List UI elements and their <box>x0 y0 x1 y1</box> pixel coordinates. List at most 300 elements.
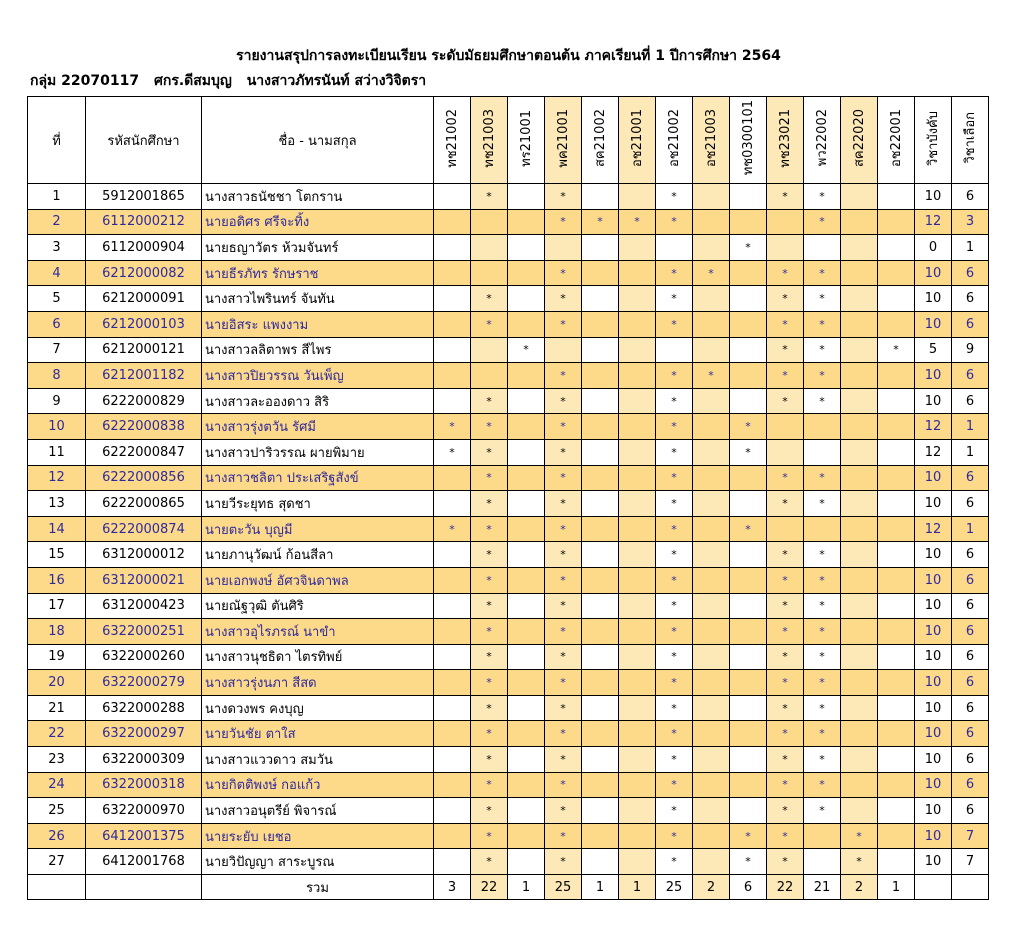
subject-mark <box>434 567 471 593</box>
subject-mark <box>619 593 656 619</box>
row-number: 16 <box>28 567 86 593</box>
subject-mark <box>730 670 767 696</box>
subject-mark <box>619 721 656 747</box>
subject-mark <box>434 465 471 491</box>
subject-mark <box>878 465 915 491</box>
subject-mark: * <box>656 619 693 645</box>
subject-mark: * <box>656 465 693 491</box>
row-number: 14 <box>28 516 86 542</box>
subject-mark <box>619 184 656 210</box>
required-count: 10 <box>915 286 952 312</box>
subject-mark <box>434 798 471 824</box>
subject-mark <box>804 849 841 875</box>
header-student-id: รหัสนักศึกษา <box>86 97 202 184</box>
student-name: นางสาวแววดาว สมวัน <box>202 747 434 773</box>
elective-count: 6 <box>952 593 989 619</box>
subject-mark <box>619 670 656 696</box>
row-number: 18 <box>28 619 86 645</box>
subject-total: 1 <box>582 875 619 900</box>
subject-mark <box>619 567 656 593</box>
subject-mark <box>434 286 471 312</box>
table-row <box>28 567 989 593</box>
subject-total: 6 <box>730 875 767 900</box>
student-id: 6322000279 <box>86 670 202 696</box>
subject-mark <box>730 542 767 568</box>
student-id: 6222000829 <box>86 388 202 414</box>
subject-mark <box>434 747 471 773</box>
subject-total: 2 <box>841 875 878 900</box>
row-number: 25 <box>28 798 86 824</box>
subject-mark: * <box>471 465 508 491</box>
subject-mark <box>471 209 508 235</box>
subject-mark <box>878 388 915 414</box>
subject-mark <box>878 695 915 721</box>
subject-mark: * <box>656 542 693 568</box>
elective-count: 7 <box>952 823 989 849</box>
subject-mark <box>508 849 545 875</box>
subject-mark: * <box>656 286 693 312</box>
table-row <box>28 235 989 261</box>
subject-mark <box>582 491 619 517</box>
subject-mark: * <box>545 695 582 721</box>
required-count: 10 <box>915 670 952 696</box>
subject-mark <box>434 823 471 849</box>
subject-mark <box>582 465 619 491</box>
student-id: 6212000121 <box>86 337 202 363</box>
subject-mark <box>508 823 545 849</box>
subject-mark: * <box>656 849 693 875</box>
subject-mark: * <box>767 772 804 798</box>
header-subject: ทช23021 <box>767 97 804 184</box>
subject-mark <box>619 798 656 824</box>
student-id: 6412001768 <box>86 849 202 875</box>
student-name: นางสาวอนุตรีย์ พิจารณ์ <box>202 798 434 824</box>
subject-mark <box>434 337 471 363</box>
subject-mark <box>619 260 656 286</box>
subject-mark: * <box>656 388 693 414</box>
subject-mark <box>841 363 878 389</box>
required-count: 10 <box>915 388 952 414</box>
subject-mark <box>878 849 915 875</box>
subject-mark <box>841 670 878 696</box>
subject-mark <box>508 721 545 747</box>
subject-mark: * <box>471 670 508 696</box>
required-count: 12 <box>915 516 952 542</box>
table-body <box>28 184 989 875</box>
subject-mark <box>619 311 656 337</box>
subject-mark <box>434 670 471 696</box>
subject-mark: * <box>767 823 804 849</box>
subject-mark: * <box>656 747 693 773</box>
student-id: 6322000297 <box>86 721 202 747</box>
subject-mark <box>841 772 878 798</box>
subject-mark: * <box>656 414 693 440</box>
subject-mark <box>434 772 471 798</box>
subject-mark <box>878 286 915 312</box>
subject-mark <box>878 439 915 465</box>
table-row <box>28 619 989 645</box>
header-no: ที่ <box>28 97 86 184</box>
subject-mark <box>508 747 545 773</box>
header-subject: อช21001 <box>619 97 656 184</box>
elective-count: 6 <box>952 619 989 645</box>
subject-mark: * <box>656 516 693 542</box>
subject-mark <box>508 798 545 824</box>
subject-mark <box>619 695 656 721</box>
subject-mark: * <box>545 388 582 414</box>
subject-mark: * <box>545 747 582 773</box>
teacher-name: นางสาวภัทรนันท์ สว่างวิจิตรา <box>246 73 427 89</box>
required-count: 10 <box>915 311 952 337</box>
subject-mark <box>619 235 656 261</box>
student-name: นายตะวัน บุญมี <box>202 516 434 542</box>
table-row <box>28 388 989 414</box>
subject-mark <box>841 516 878 542</box>
subject-mark: * <box>471 644 508 670</box>
subject-mark <box>878 670 915 696</box>
subject-mark <box>693 465 730 491</box>
student-name: นางสาวรุ่งนภา สีสด <box>202 670 434 696</box>
subject-mark: * <box>471 695 508 721</box>
subject-mark <box>434 235 471 261</box>
required-count: 10 <box>915 823 952 849</box>
row-number: 11 <box>28 439 86 465</box>
subject-mark <box>434 644 471 670</box>
student-name: นายกิตติพงษ์ กอแก้ว <box>202 772 434 798</box>
subject-mark: * <box>804 567 841 593</box>
student-name: นางสาวธนัชชา โตกราน <box>202 184 434 210</box>
table-row <box>28 823 989 849</box>
subject-mark <box>693 337 730 363</box>
subject-mark <box>841 337 878 363</box>
subject-mark: * <box>767 695 804 721</box>
subject-mark: * <box>656 593 693 619</box>
student-name: นางสาวชลิตา ประเสริฐสังข์ <box>202 465 434 491</box>
subject-mark <box>508 439 545 465</box>
subject-mark: * <box>545 567 582 593</box>
subject-mark: * <box>656 798 693 824</box>
subject-mark <box>841 388 878 414</box>
student-id: 6322000318 <box>86 772 202 798</box>
subject-mark <box>619 823 656 849</box>
table-row <box>28 593 989 619</box>
subject-mark <box>693 849 730 875</box>
student-name: นายวีระยุทธ สุดชา <box>202 491 434 517</box>
table-row <box>28 260 989 286</box>
subject-mark: * <box>545 260 582 286</box>
subject-mark <box>508 542 545 568</box>
subject-mark <box>619 516 656 542</box>
subject-mark <box>508 260 545 286</box>
subject-mark <box>730 491 767 517</box>
subject-mark <box>878 311 915 337</box>
subject-mark <box>508 491 545 517</box>
subject-mark: * <box>804 798 841 824</box>
subject-mark <box>693 721 730 747</box>
required-count: 10 <box>915 849 952 875</box>
required-count: 10 <box>915 695 952 721</box>
subject-mark: * <box>767 465 804 491</box>
row-number: 7 <box>28 337 86 363</box>
subject-mark <box>693 235 730 261</box>
subject-mark: * <box>804 491 841 517</box>
subject-mark <box>582 439 619 465</box>
row-number: 8 <box>28 363 86 389</box>
subject-mark: * <box>471 184 508 210</box>
subject-mark: * <box>767 593 804 619</box>
subject-mark <box>841 747 878 773</box>
subject-mark: * <box>767 567 804 593</box>
subject-mark <box>841 235 878 261</box>
group-info <box>30 70 436 92</box>
required-count: 10 <box>915 184 952 210</box>
subject-total: 25 <box>656 875 693 900</box>
row-number: 5 <box>28 286 86 312</box>
subject-mark <box>434 491 471 517</box>
subject-mark <box>693 311 730 337</box>
subject-mark: * <box>656 670 693 696</box>
elective-count: 6 <box>952 772 989 798</box>
subject-mark <box>767 235 804 261</box>
subject-mark <box>471 363 508 389</box>
subject-mark <box>841 286 878 312</box>
subject-mark <box>508 209 545 235</box>
student-id: 6322000970 <box>86 798 202 824</box>
table-row <box>28 798 989 824</box>
subject-mark: * <box>545 593 582 619</box>
subject-mark: * <box>656 311 693 337</box>
subject-mark <box>878 823 915 849</box>
subject-mark: * <box>767 491 804 517</box>
subject-mark: * <box>804 209 841 235</box>
subject-mark: * <box>545 363 582 389</box>
table-row <box>28 491 989 517</box>
subject-mark: * <box>471 567 508 593</box>
student-name: นางสาวปิยวรรณ วันเพ็ญ <box>202 363 434 389</box>
subject-total: 1 <box>878 875 915 900</box>
subject-mark <box>730 260 767 286</box>
subject-mark <box>841 644 878 670</box>
subject-mark: * <box>656 721 693 747</box>
subject-mark <box>730 363 767 389</box>
subject-mark: * <box>804 644 841 670</box>
header-subject: ทร21001 <box>508 97 545 184</box>
student-id: 6412001375 <box>86 823 202 849</box>
header-row <box>28 97 989 184</box>
subject-mark <box>841 184 878 210</box>
elective-count: 6 <box>952 670 989 696</box>
subject-mark: * <box>767 849 804 875</box>
subject-mark <box>508 363 545 389</box>
elective-count: 6 <box>952 311 989 337</box>
subject-mark: * <box>471 849 508 875</box>
subject-mark: * <box>730 823 767 849</box>
subject-mark: * <box>545 823 582 849</box>
table-row <box>28 695 989 721</box>
elective-count: 9 <box>952 337 989 363</box>
subject-mark <box>434 619 471 645</box>
table-row <box>28 747 989 773</box>
elective-count: 6 <box>952 644 989 670</box>
subject-mark <box>582 542 619 568</box>
row-number: 15 <box>28 542 86 568</box>
elective-count: 6 <box>952 286 989 312</box>
student-id: 6212000103 <box>86 311 202 337</box>
subject-mark <box>619 491 656 517</box>
student-name: นายภานุวัฒน์ ก้อนสีลา <box>202 542 434 568</box>
subject-mark <box>508 695 545 721</box>
subject-mark: * <box>878 337 915 363</box>
subject-mark <box>693 695 730 721</box>
subject-mark <box>434 542 471 568</box>
elective-count: 6 <box>952 567 989 593</box>
subject-mark <box>582 516 619 542</box>
subject-mark: * <box>656 184 693 210</box>
subject-mark <box>508 388 545 414</box>
table-row <box>28 439 989 465</box>
subject-mark <box>804 823 841 849</box>
subject-mark: * <box>545 619 582 645</box>
subject-mark: * <box>804 184 841 210</box>
subject-mark: * <box>804 260 841 286</box>
subject-mark <box>582 670 619 696</box>
subject-mark: * <box>804 593 841 619</box>
subject-mark <box>508 670 545 696</box>
header-subject: สค22020 <box>841 97 878 184</box>
subject-mark <box>619 286 656 312</box>
elective-count: 6 <box>952 491 989 517</box>
subject-mark: * <box>545 184 582 210</box>
subject-mark <box>878 567 915 593</box>
subject-mark: * <box>545 491 582 517</box>
table-row <box>28 670 989 696</box>
subject-mark <box>841 798 878 824</box>
elective-count: 6 <box>952 542 989 568</box>
subject-mark <box>508 619 545 645</box>
required-count: 10 <box>915 491 952 517</box>
subject-mark: * <box>841 823 878 849</box>
subject-mark: * <box>545 721 582 747</box>
subject-total: 21 <box>804 875 841 900</box>
subject-mark <box>878 619 915 645</box>
subject-mark: * <box>767 184 804 210</box>
required-count: 10 <box>915 721 952 747</box>
subject-mark: * <box>767 670 804 696</box>
elective-count: 1 <box>952 516 989 542</box>
subject-mark <box>730 286 767 312</box>
required-count: 0 <box>915 235 952 261</box>
student-id: 6322000251 <box>86 619 202 645</box>
subject-mark <box>878 593 915 619</box>
group-code: กลุ่ม 22070117 <box>30 73 140 89</box>
subject-mark <box>508 414 545 440</box>
student-name: นายระยับ เยชอ <box>202 823 434 849</box>
subject-mark <box>693 644 730 670</box>
student-id: 6112000904 <box>86 235 202 261</box>
subject-mark <box>693 439 730 465</box>
subject-mark <box>582 260 619 286</box>
table-row <box>28 465 989 491</box>
header-subject: ทช21003 <box>471 97 508 184</box>
subject-mark: * <box>545 311 582 337</box>
student-id: 6222000865 <box>86 491 202 517</box>
subject-mark: * <box>841 849 878 875</box>
elective-count: 6 <box>952 747 989 773</box>
subject-mark: * <box>471 721 508 747</box>
subject-mark <box>693 798 730 824</box>
subject-mark <box>804 516 841 542</box>
subject-mark <box>619 542 656 568</box>
table-row <box>28 772 989 798</box>
subject-mark <box>841 439 878 465</box>
required-count: 10 <box>915 798 952 824</box>
subject-mark <box>656 235 693 261</box>
table-row <box>28 337 989 363</box>
subject-mark <box>545 337 582 363</box>
subject-mark <box>804 235 841 261</box>
subject-mark: * <box>730 516 767 542</box>
subject-mark: * <box>545 849 582 875</box>
subject-mark <box>841 695 878 721</box>
subject-mark <box>878 235 915 261</box>
subject-mark: * <box>434 414 471 440</box>
subject-mark <box>878 798 915 824</box>
elective-count: 7 <box>952 849 989 875</box>
table-row <box>28 363 989 389</box>
subject-mark: * <box>471 593 508 619</box>
subject-mark <box>767 439 804 465</box>
required-count: 10 <box>915 260 952 286</box>
subject-mark: * <box>767 363 804 389</box>
subject-mark <box>730 798 767 824</box>
subject-mark: * <box>804 619 841 645</box>
student-id: 6112000212 <box>86 209 202 235</box>
table-row <box>28 542 989 568</box>
table-row <box>28 286 989 312</box>
subject-total: 2 <box>693 875 730 900</box>
header-subject: อช21003 <box>693 97 730 184</box>
subject-mark <box>878 184 915 210</box>
row-number: 13 <box>28 491 86 517</box>
row-number: 4 <box>28 260 86 286</box>
subject-mark <box>878 542 915 568</box>
subject-mark <box>767 516 804 542</box>
subject-mark <box>693 491 730 517</box>
subject-mark <box>841 414 878 440</box>
row-number: 21 <box>28 695 86 721</box>
row-number: 9 <box>28 388 86 414</box>
subject-mark <box>693 542 730 568</box>
subject-mark: * <box>730 235 767 261</box>
subject-mark <box>693 184 730 210</box>
subject-mark <box>582 772 619 798</box>
subject-mark <box>434 209 471 235</box>
subject-mark <box>841 311 878 337</box>
subject-mark <box>582 721 619 747</box>
row-number: 26 <box>28 823 86 849</box>
subject-mark <box>582 414 619 440</box>
subject-mark <box>508 593 545 619</box>
required-count: 10 <box>915 465 952 491</box>
subject-mark <box>841 209 878 235</box>
subject-mark <box>471 337 508 363</box>
subject-mark: * <box>767 388 804 414</box>
subject-mark: * <box>693 363 730 389</box>
subject-total: 22 <box>767 875 804 900</box>
subject-mark <box>878 516 915 542</box>
student-name: นางสาวอุไรภรณ์ นาขำ <box>202 619 434 645</box>
subject-mark <box>434 184 471 210</box>
